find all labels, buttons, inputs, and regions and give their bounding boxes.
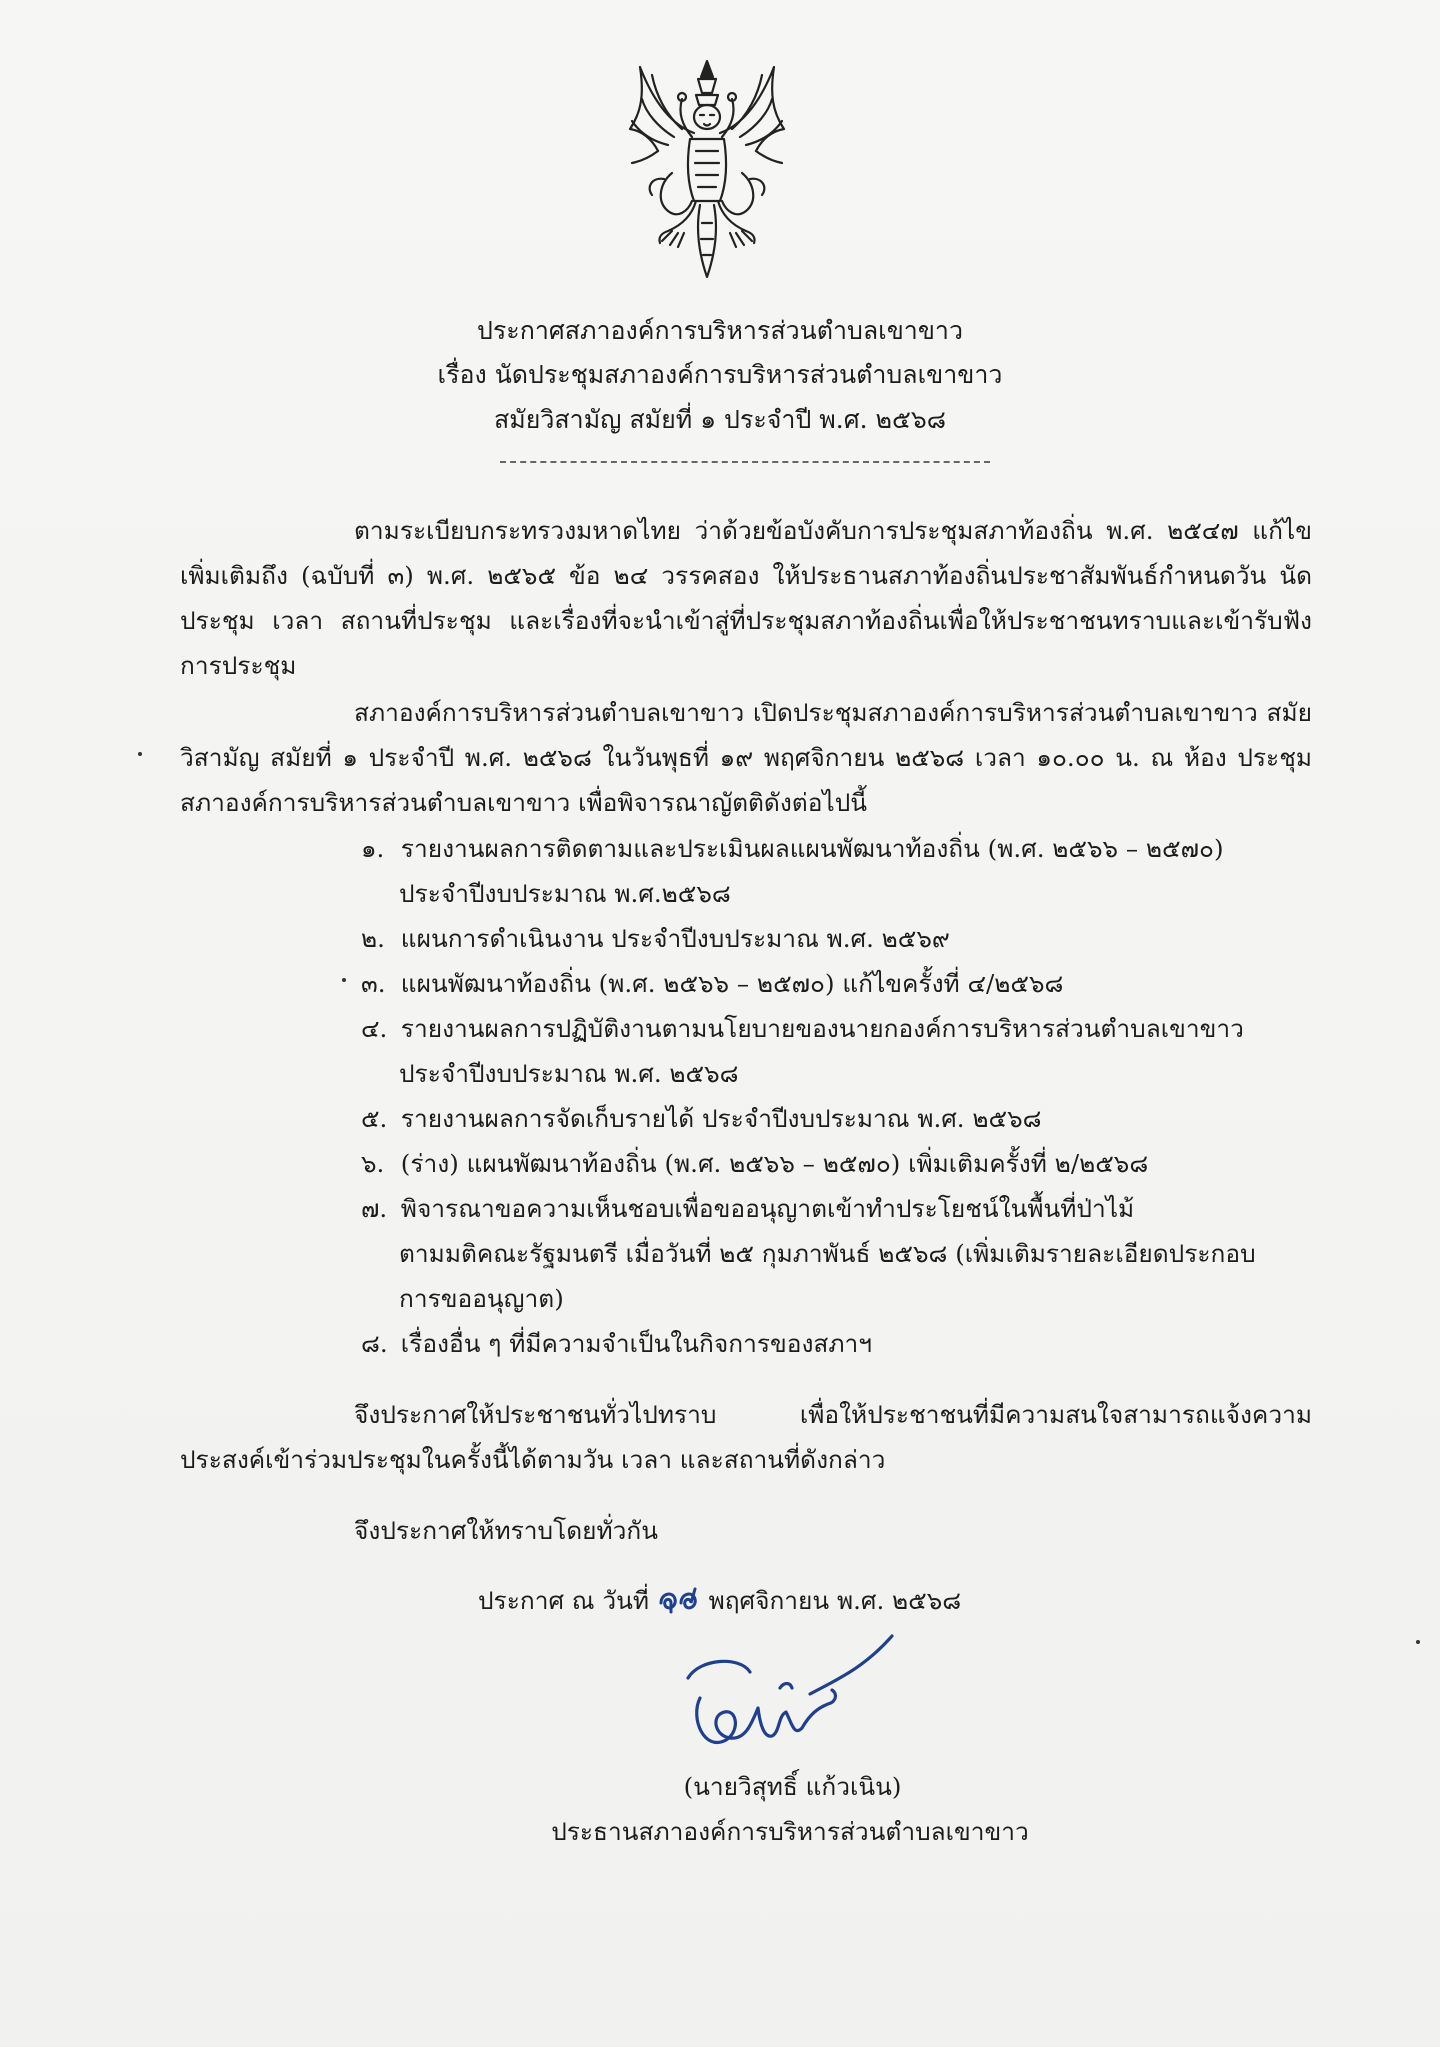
para2-text: สภาองค์การบริหารส่วนตำบลเขาขาว เปิดประชุมสภาองค์การบริหารส่วนตำบลเขาขาว สมัยวิสามัญ สมัยที่ ๑ ประจำปี พ.ศ. ๒๕๖๘ ในวันพุธที่ ๑๙ พฤศจิกายน ๒๕๖๘ เวลา ๑๐.๐๐ น. ณ ห้อง ประชุมสภาองค์การบริหารส่วนตำบลเขาขาว เพื่อพิจารณาญัตติดังต่อไปนี้ bbox=[180, 698, 1312, 817]
paper-speck bbox=[138, 752, 142, 756]
signer-position: ประธานสภาองค์การบริหารส่วนตำบลเขาขาว bbox=[551, 1817, 1029, 1846]
agenda-item-3 bbox=[361, 961, 1311, 1006]
closing-statement: จึงประกาศให้ทราบโดยทั่วกัน bbox=[354, 1516, 658, 1545]
announcement-date bbox=[478, 1584, 961, 1618]
agenda-item-number: ๒. bbox=[361, 924, 385, 953]
agenda-item-text: แผนพัฒนาท้องถิ่น (พ.ศ. ๒๕๖๖ – ๒๕๗๐) แก้ไขครั้งที่ ๔/๒๕๖๘ bbox=[400, 969, 1064, 998]
body-paragraph-invitation bbox=[180, 1392, 1312, 1482]
agenda-item-continuation: ตามมติคณะรัฐมนตรี เมื่อวันที่ ๒๕ กุมภาพันธ์ ๒๕๖๘ (เพิ่มเติมรายละเอียดประกอบ bbox=[399, 1239, 1256, 1268]
agenda-item-number: ๘. bbox=[361, 1329, 388, 1358]
agenda-item-number: ๔. bbox=[361, 1014, 388, 1043]
agenda-item-text: รายงานผลการปฏิบัติงานตามนโยบายของนายกองค์การบริหารส่วนตำบลเขาขาว bbox=[400, 1014, 1244, 1043]
agenda-item-8 bbox=[361, 1321, 1311, 1366]
header-divider bbox=[500, 461, 990, 463]
body-paragraph-meeting bbox=[180, 690, 1312, 825]
agenda-item-continuation: ประจำปีงบประมาณ พ.ศ. ๒๕๖๘ bbox=[399, 1059, 739, 1088]
agenda-item-continuation: ประจำปีงบประมาณ พ.ศ.๒๕๖๘ bbox=[399, 879, 731, 908]
agenda-item-1 bbox=[361, 826, 1311, 916]
announcement-title: ประกาศสภาองค์การบริหารส่วนตำบลเขาขาว bbox=[476, 316, 964, 345]
agenda-item-number: ๕. bbox=[361, 1104, 388, 1133]
agenda-item-text: พิจารณาขอความเห็นชอบเพื่อขออนุญาตเข้าทำประโยชน์ในพื้นที่ป่าไม้ bbox=[400, 1194, 1135, 1223]
agenda-item-5 bbox=[361, 1096, 1311, 1141]
date-prefix: ประกาศ ณ วันที่ bbox=[478, 1586, 649, 1615]
agenda-item-text: เรื่องอื่น ๆ ที่มีความจำเป็นในกิจการของสภาฯ bbox=[400, 1329, 873, 1358]
agenda-item-7 bbox=[361, 1186, 1311, 1321]
agenda-item-text: (ร่าง) แผนพัฒนาท้องถิ่น (พ.ศ. ๒๕๖๖ – ๒๕๗๐) เพิ่มเติมครั้งที่ ๒/๒๕๖๘ bbox=[400, 1149, 1149, 1178]
para1-text: ตามระเบียบกระทรวงมหาดไทย ว่าด้วยข้อบังคับการประชุมสภาท้องถิ่น พ.ศ. ๒๕๔๗ แก้ไขเพิ่มเติมถึง (ฉบับที่ ๓) พ.ศ. ๒๕๖๕ ข้อ ๒๔ วรรคสอง ให้ประธานสภาท้องถิ่นประชาสัมพันธ์กำหนดวัน นัดประชุม เวลา สถานที่ประชุม และเรื่องที่จะนำเข้าสู่ที่ประชุมสภาท้องถิ่นเพื่อให้ประชาชนทราบและเข้ารับฟังการประชุม bbox=[180, 516, 1312, 680]
agenda-item-number: ๑. bbox=[361, 834, 385, 863]
announcement-session: สมัยวิสามัญ สมัยที่ ๑ ประจำปี พ.ศ. ๒๕๖๘ bbox=[493, 405, 947, 434]
signer-name: (นายวิสุทธิ์ แก้วเนิน) bbox=[683, 1772, 902, 1801]
garuda-emblem-icon bbox=[612, 55, 802, 285]
agenda-item-number: ๖. bbox=[361, 1149, 385, 1178]
signature-icon bbox=[660, 1628, 910, 1778]
agenda-item-2 bbox=[361, 916, 1311, 961]
agenda-item-4 bbox=[361, 1006, 1311, 1096]
body-paragraph-regulation bbox=[180, 508, 1312, 688]
paper-speck bbox=[1416, 1640, 1420, 1644]
date-suffix: พฤศจิกายน พ.ศ. ๒๕๖๘ bbox=[708, 1586, 962, 1615]
agenda-item-text: แผนการดำเนินงาน ประจำปีงบประมาณ พ.ศ. ๒๕๖๙ bbox=[400, 924, 950, 953]
handwritten-day-icon bbox=[657, 1585, 701, 1615]
agenda-item-text: รายงานผลการติดตามและประเมินผลแผนพัฒนาท้องถิ่น (พ.ศ. ๒๕๖๖ – ๒๕๗๐) bbox=[400, 834, 1224, 863]
agenda-item-text: รายงานผลการจัดเก็บรายได้ ประจำปีงบประมาณ พ.ศ. ๒๕๖๘ bbox=[400, 1104, 1042, 1133]
announcement-subject: เรื่อง นัดประชุมสภาองค์การบริหารส่วนตำบลเขาขาว bbox=[437, 360, 1003, 389]
paper-speck bbox=[342, 978, 346, 982]
agenda-item-6 bbox=[361, 1141, 1311, 1186]
agenda-item-number: ๗. bbox=[361, 1194, 388, 1223]
agenda-item-continuation: การขออนุญาต) bbox=[399, 1284, 564, 1313]
para3-text: จึงประกาศให้ประชาชนทั่วไปทราบ เพื่อให้ประชาชนที่มีความสนใจสามารถแจ้งความ ประสงค์เข้าร่วมประชุมในครั้งนี้ได้ตามวัน เวลา และสถานที่ดังกล่าว bbox=[180, 1400, 1312, 1474]
agenda-item-number: ๓. bbox=[361, 969, 386, 998]
